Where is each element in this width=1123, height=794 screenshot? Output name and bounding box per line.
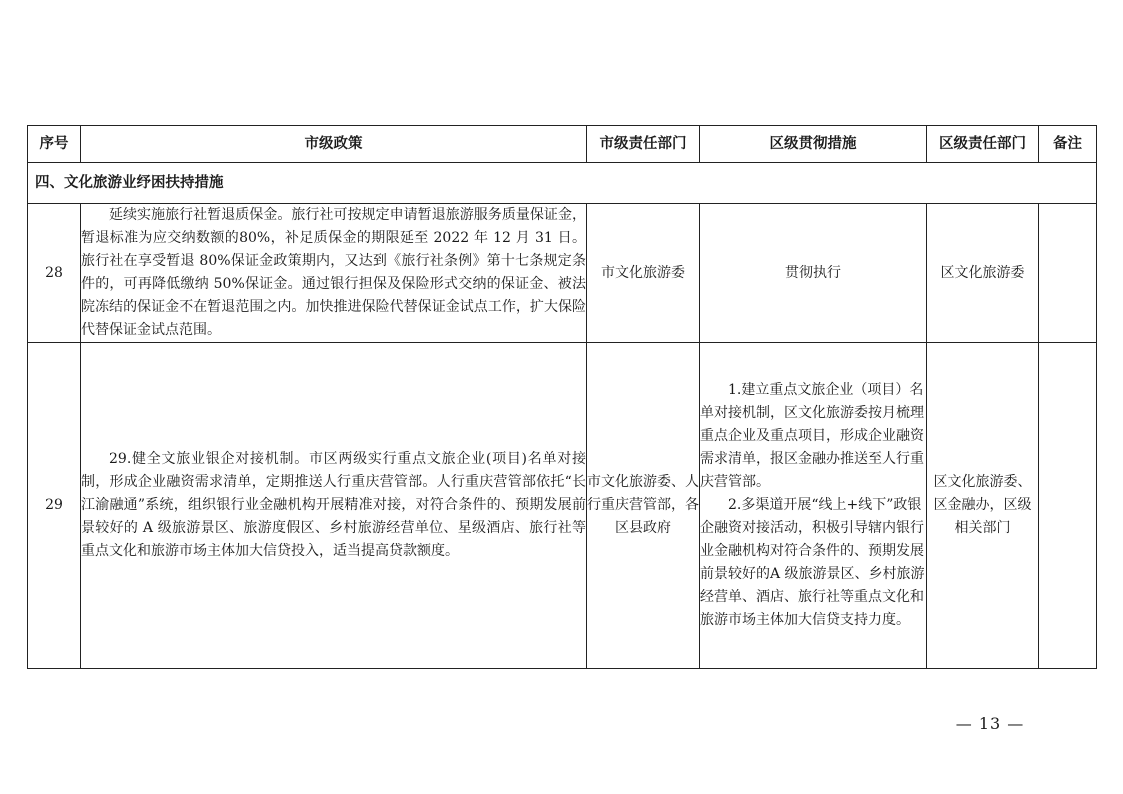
district-measure-text: 1.建立重点文旅企业（项目）名单对接机制，区文化旅游委按月梳理重点企业及重点项目，形成企业融资需求清单，报区金融办推送至人行重庆营管部。	[700, 382, 924, 490]
city-policy-cell	[81, 204, 587, 343]
policy-table	[27, 125, 1097, 669]
section-row	[28, 163, 1097, 204]
header-district-dept: 区级责任部门	[927, 126, 1039, 163]
header-district-measures: 区级贯彻措施	[700, 126, 927, 163]
row-number: 28	[28, 204, 81, 343]
header-city-policy: 市级政策	[81, 126, 587, 163]
header-remark: 备注	[1039, 126, 1097, 163]
city-policy-text: 延续实施旅行社暂退质保金。旅行社可按规定申请暂退旅游服务质量保证金，暂退标准为应交纳数额的80%，补足质保金的期限延至 2022 年 12 月 31 日。旅行社在享受暂退 80%保证金政策期内，又达到《旅行社条例》第十七条规定条件的，可再降低缴纳 50%保证金。通过银行担保及保险形式交纳的保证金、被法院冻结的保证金不在暂退范围之内。加快推进保险代替保证金试点工作，扩大保险代替保证金试点范围。	[81, 207, 586, 338]
district-measure-text: 2.多渠道开展“线上+线下”政银企融资对接活动，积极引导辖内银行业金融机构对符合条件的、预期发展前景较好的A 级旅游景区、乡村旅游经营单、酒店、旅行社等重点文化和旅游市场主体加大信贷支持力度。	[700, 497, 925, 628]
city-dept-cell: 市文化旅游委	[587, 204, 700, 343]
district-measures-cell	[700, 343, 927, 669]
table-header-row	[28, 126, 1097, 163]
remark-cell	[1039, 204, 1097, 343]
row-number: 29	[28, 343, 81, 669]
city-policy-cell	[81, 343, 587, 669]
district-dept-cell: 区文化旅游委	[927, 204, 1039, 343]
header-seq: 序号	[28, 126, 81, 163]
district-measures-cell	[700, 204, 927, 343]
table-row	[28, 204, 1097, 343]
district-dept-cell: 区文化旅游委、区金融办，区级相关部门	[927, 343, 1039, 669]
page-number: — 13 —	[955, 714, 1025, 733]
city-policy-text: 29.健全文旅业银企对接机制。市区两级实行重点文旅企业(项目)名单对接制，形成企业融资需求清单，定期推送人行重庆营管部。人行重庆营管部依托“长江渝融通”系统，组织银行业金融机构开展精准对接，对符合条件的、预期发展前景较好的 A 级旅游景区、旅游度假区、乡村旅游经营单位、星级酒店、旅行社等重点文化和旅游市场主体加大信贷投入，适当提高贷款额度。	[81, 451, 586, 559]
remark-cell	[1039, 343, 1097, 669]
header-city-dept: 市级责任部门	[587, 126, 700, 163]
section-title: 四、文化旅游业纾困扶持措施	[28, 163, 1097, 204]
table-row	[28, 343, 1097, 669]
city-dept-cell: 市文化旅游委、人行重庆营管部，各区县政府	[587, 343, 700, 669]
district-measure-text: 贯彻执行	[785, 264, 841, 281]
